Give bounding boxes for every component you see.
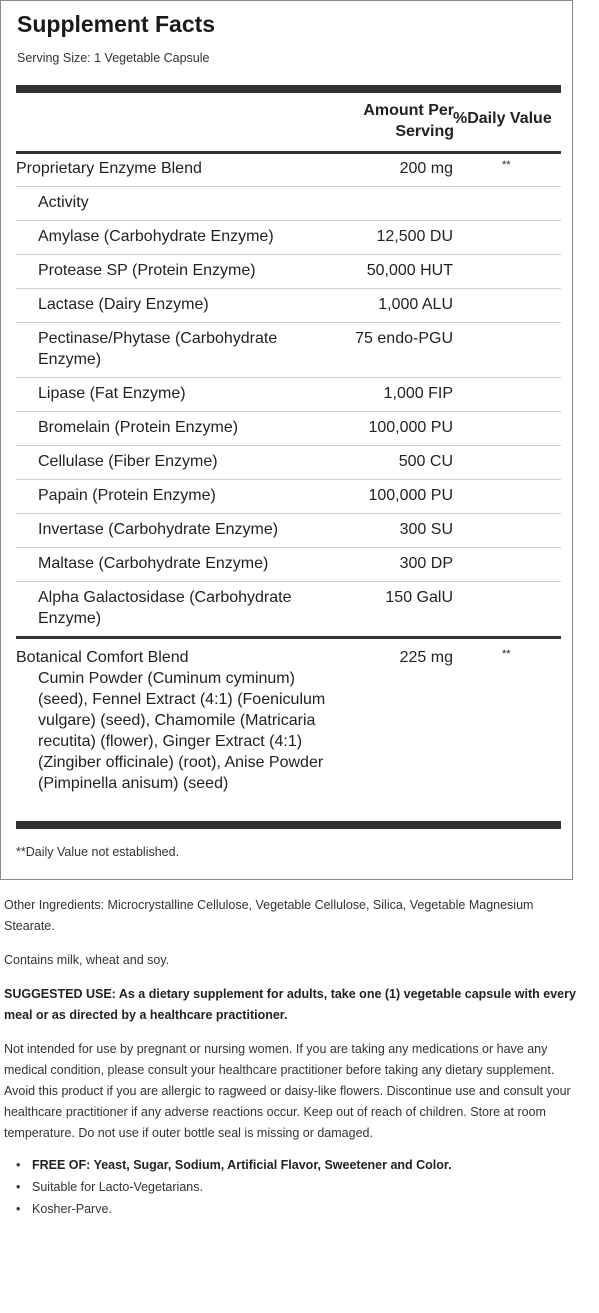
suggested-use-text: As a dietary supplement for adults, take one (1) vegetable capsule with every meal or as directed by a healthcare practitioner. bbox=[4, 987, 576, 1022]
amount-per-serving-header: Amount Per Serving bbox=[363, 102, 454, 140]
ingredient-amount: 300 DP bbox=[399, 555, 453, 572]
ingredient-amount: 225 mg bbox=[399, 649, 453, 666]
table-row bbox=[16, 451, 561, 480]
list-item: • Kosher-Parve. bbox=[4, 1199, 576, 1221]
ingredient-name: Cellulase (Fiber Enzyme) bbox=[38, 453, 218, 470]
facts-title: Supplement Facts bbox=[17, 11, 216, 37]
section-divider bbox=[16, 636, 561, 639]
ingredient-name: Invertase (Carbohydrate Enzyme) bbox=[38, 521, 279, 538]
feature-list bbox=[4, 1155, 576, 1221]
table-row bbox=[16, 383, 561, 412]
ingredient-amount: 150 GalU bbox=[385, 589, 453, 606]
serving-size: Serving Size: 1 Vegetable Capsule bbox=[17, 51, 210, 65]
ingredient-amount: 500 CU bbox=[398, 453, 453, 470]
ingredient-name: Lipase (Fat Enzyme) bbox=[38, 385, 186, 402]
ingredient-name: Bromelain (Protein Enzyme) bbox=[38, 419, 239, 436]
ingredient-name: Proprietary Enzyme Blend bbox=[16, 160, 202, 177]
daily-value: ** bbox=[502, 159, 511, 171]
daily-value-header: %Daily Value bbox=[453, 110, 552, 127]
ingredient-name: Botanical Comfort Blend bbox=[16, 649, 189, 666]
daily-value: ** bbox=[502, 648, 511, 660]
ingredient-name: Pectinase/Phytase (Carbohydrate Enzyme) bbox=[38, 330, 278, 368]
bullet-icon: • bbox=[16, 1180, 21, 1194]
ingredient-amount: 200 mg bbox=[399, 160, 453, 177]
ingredient-amount: 50,000 HUT bbox=[366, 262, 453, 279]
ingredient-name: Maltase (Carbohydrate Enzyme) bbox=[38, 555, 269, 572]
other-ingredients: Other Ingredients: Microcrystalline Cellulose, Vegetable Cellulose, Silica, Vegetable Magnesium Stearate. bbox=[4, 898, 534, 933]
botanical-blend-description: Cumin Powder (Cuminum cyminum) (seed), Fennel Extract (4:1) (Foeniculum vulgare) (seed), Chamomile (Matricaria recutita) (flower), Ginger Extract (4:1) (Zingiber officinale) (root), Anise Powder (Pimpinella anisum) (seed) bbox=[38, 670, 326, 792]
ingredient-name: Protease SP (Protein Enzyme) bbox=[38, 262, 256, 279]
ingredient-name: Amylase (Carbohydrate Enzyme) bbox=[38, 228, 274, 245]
ingredient-amount: 12,500 DU bbox=[376, 228, 453, 245]
table-row bbox=[16, 647, 561, 668]
ingredient-name: Alpha Galactosidase (Carbohydrate Enzyme) bbox=[38, 589, 292, 627]
ingredient-name: Lactase (Dairy Enzyme) bbox=[38, 296, 209, 313]
table-row bbox=[16, 328, 561, 378]
table-row bbox=[16, 192, 561, 221]
list-item: • FREE OF: Yeast, Sugar, Sodium, Artificial Flavor, Sweetener and Color. bbox=[4, 1155, 576, 1177]
ingredient-amount: 1,000 FIP bbox=[383, 385, 453, 402]
list-item: • Suitable for Lacto-Vegetarians. bbox=[4, 1177, 576, 1199]
table-row bbox=[16, 553, 561, 582]
table-row bbox=[16, 226, 561, 255]
daily-value-footnote: **Daily Value not established. bbox=[16, 845, 180, 859]
suggested-use bbox=[4, 984, 576, 1026]
table-row bbox=[16, 485, 561, 514]
table-row bbox=[16, 158, 561, 187]
ingredient-amount: 300 SU bbox=[399, 521, 453, 538]
bullet-icon: • bbox=[16, 1202, 21, 1216]
bottom-divider bbox=[16, 821, 561, 829]
ingredient-name: Papain (Protein Enzyme) bbox=[38, 487, 216, 504]
top-divider bbox=[16, 85, 561, 93]
header-divider bbox=[16, 151, 561, 154]
ingredient-amount: 1,000 ALU bbox=[378, 296, 453, 313]
bullet-icon: • bbox=[16, 1158, 21, 1172]
ingredient-name: Activity bbox=[38, 194, 89, 211]
table-row bbox=[16, 519, 561, 548]
suggested-use-label: SUGGESTED USE: bbox=[4, 987, 116, 1001]
warning-text: Not intended for use by pregnant or nursing women. If you are taking any medications or have any medical condition, please consult your healthcare practitioner before taking any dietary supplement. Avoid this product if you are allergic to ragweed or daisy-like flowers. Discontinue use and consult your healthcare practitioner if any adverse reactions occur. Keep out of reach of children. Store at room temperature. Do not use if outer bottle seal is missing or damaged. bbox=[4, 1042, 571, 1140]
ingredient-amount: 75 endo-PGU bbox=[355, 330, 453, 347]
table-row bbox=[16, 294, 561, 323]
ingredient-amount: 100,000 PU bbox=[368, 487, 453, 504]
table-row bbox=[16, 417, 561, 446]
table-row bbox=[16, 587, 561, 631]
allergen-statement: Contains milk, wheat and soy. bbox=[4, 953, 170, 967]
ingredient-amount: 100,000 PU bbox=[368, 419, 453, 436]
table-row bbox=[16, 260, 561, 289]
